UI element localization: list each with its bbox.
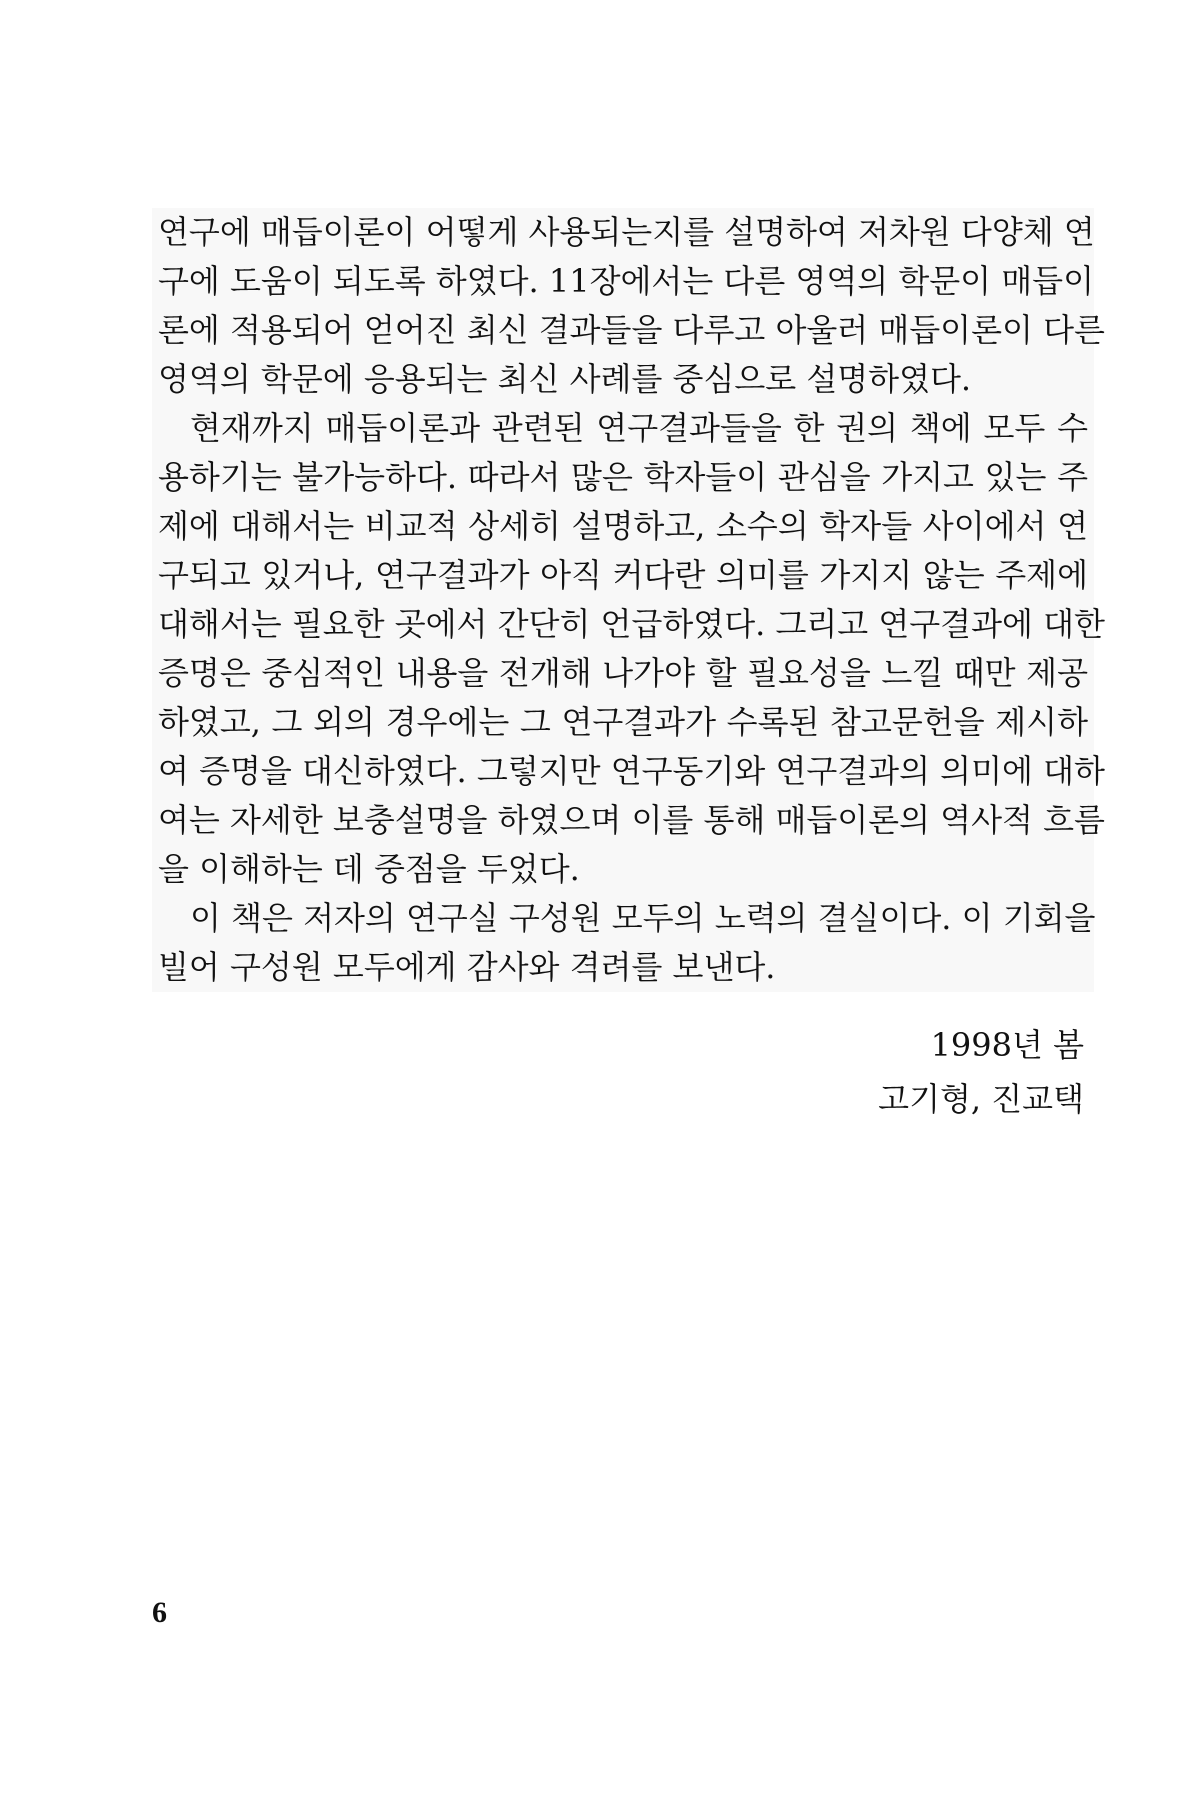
text-line: 론에 적용되어 얻어진 최신 결과들을 다루고 아울러 매듭이론이 다른 [158,311,1105,349]
text-line: 현재까지 매듭이론과 관련된 연구결과들을 한 권의 책에 모두 수 [190,409,1088,447]
text-line: 구되고 있거나, 연구결과가 아직 커다란 의미를 가지지 않는 주제에 [158,556,1088,594]
text-line: 을 이해하는 데 중점을 두었다. [158,850,580,888]
text-line: 용하기는 불가능하다. 따라서 많은 학자들이 관심을 가지고 있는 주 [158,458,1088,496]
text-line: 제에 대해서는 비교적 상세히 설명하고, 소수의 학자들 사이에서 연 [158,507,1088,545]
page-number: 6 [152,1596,167,1629]
text-line: 구에 도움이 되도록 하였다. 11장에서는 다른 영역의 학문이 매듭이 [158,262,1094,300]
text-line: 하였고, 그 외의 경우에는 그 연구결과가 수록된 참고문헌을 제시하 [158,703,1088,741]
text-line: 여는 자세한 보충설명을 하였으며 이를 통해 매듭이론의 역사적 흐름 [158,801,1105,839]
text-line: 영역의 학문에 응용되는 최신 사례를 중심으로 설명하였다. [158,360,972,398]
text-line: 이 책은 저자의 연구실 구성원 모두의 노력의 결실이다. 이 기회을 [190,899,1096,937]
signature-block [684,1018,1084,1126]
text-line: 증명은 중심적인 내용을 전개해 나가야 할 필요성을 느낄 때만 제공 [158,654,1088,692]
signature-date: 1998년 봄 [930,1026,1084,1064]
text-line: 연구에 매듭이론이 어떻게 사용되는지를 설명하여 저차원 다양체 연 [158,213,1095,251]
signature-authors: 고기형, 진교택 [878,1080,1084,1118]
text-line: 대해서는 필요한 곳에서 간단히 언급하였다. 그리고 연구결과에 대한 [158,605,1105,643]
text-line: 여 증명을 대신하였다. 그렇지만 연구동기와 연구결과의 의미에 대하 [158,752,1105,790]
preface-body [152,208,1105,992]
text-line: 빌어 구성원 모두에게 감사와 격려를 보낸다. [158,948,776,986]
